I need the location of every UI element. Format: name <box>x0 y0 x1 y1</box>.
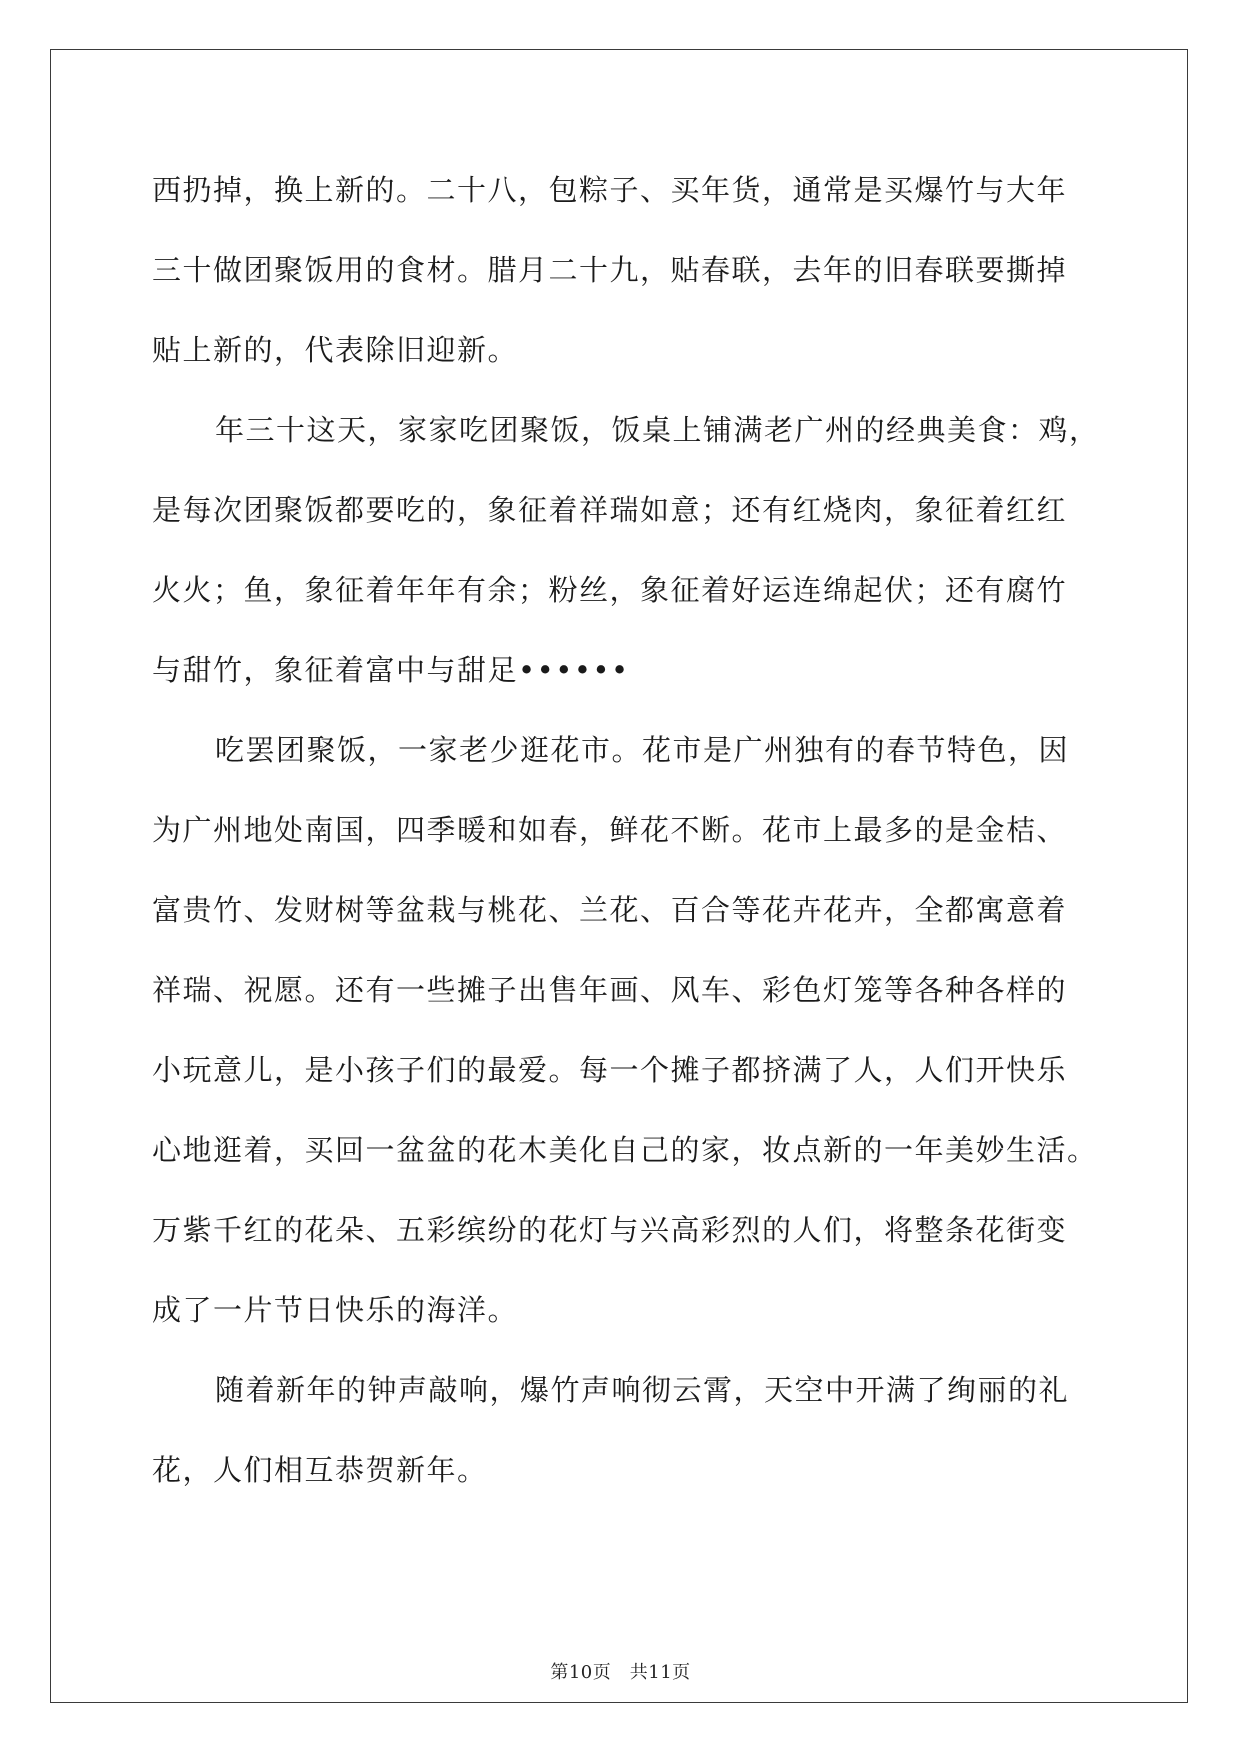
paragraph-3 <box>152 720 1098 1360</box>
paragraph-2 <box>152 400 1100 720</box>
text-line: 成了一片节日快乐的海洋。 <box>152 1293 519 1327</box>
text-line: 万紫千红的花朵、五彩缤纷的花灯与兴高彩烈的人们，将整条花街变 <box>152 1213 1068 1247</box>
text-line: 吃罢团聚饭，一家老少逛花市。花市是广州独有的春节特色，因 <box>215 733 1070 767</box>
page-number: 第10页 共11页 <box>550 1662 691 1683</box>
text-line: 祥瑞、祝愿。还有一些摊子出售年画、风车、彩色灯笼等各种各样的 <box>152 973 1068 1007</box>
page-footer <box>0 1658 1241 1684</box>
text-line: 随着新年的钟声敲响，爆竹声响彻云霄，天空中开满了绚丽的礼 <box>215 1373 1070 1407</box>
paragraph-4 <box>152 1360 1092 1520</box>
paragraph-1 <box>152 160 1092 400</box>
text-line: 小玩意儿，是小孩子们的最爱。每一个摊子都挤满了人，人们开快乐 <box>152 1053 1068 1087</box>
text-line: 贴上新的，代表除旧迎新。 <box>152 333 519 367</box>
text-line: 与甜竹，象征着富中与甜足•••••• <box>152 653 630 687</box>
text-line: 年三十这天，家家吃团聚饭，饭桌上铺满老广州的经典美食：鸡， <box>215 413 1100 447</box>
text-line: 为广州地处南国，四季暖和如春，鲜花不断。花市上最多的是金桔、 <box>152 813 1068 847</box>
document-body <box>152 160 1100 1520</box>
text-line: 富贵竹、发财树等盆栽与桃花、兰花、百合等花卉花卉，全都寓意着 <box>152 893 1068 927</box>
text-line: 西扔掉，换上新的。二十八，包粽子、买年货，通常是买爆竹与大年 <box>152 173 1068 207</box>
text-line: 是每次团聚饭都要吃的，象征着祥瑞如意；还有红烧肉，象征着红红 <box>152 493 1068 527</box>
text-line: 花，人们相互恭贺新年。 <box>152 1453 488 1487</box>
text-line: 三十做团聚饭用的食材。腊月二十九，贴春联，去年的旧春联要撕掉 <box>152 253 1068 287</box>
text-line: 火火；鱼，象征着年年有余；粉丝，象征着好运连绵起伏；还有腐竹 <box>152 573 1068 607</box>
text-line: 心地逛着，买回一盆盆的花木美化自己的家，妆点新的一年美妙生活。 <box>152 1133 1098 1167</box>
